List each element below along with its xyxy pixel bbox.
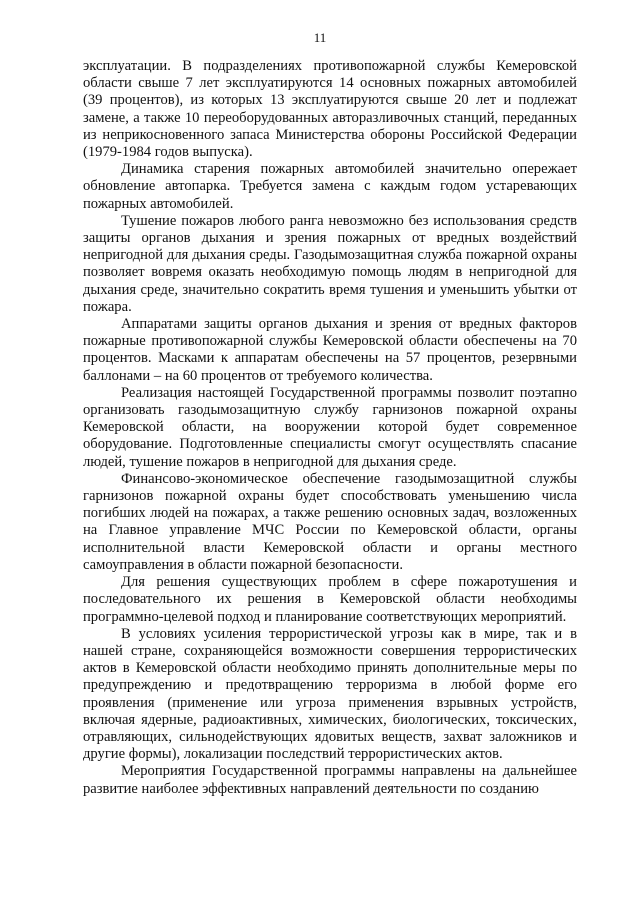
paragraph-2: Динамика старения пожарных автомобилей значительно опережает обновление автопарка. Требуется замена с каждым годом устаревающих пожарных автомобилей. [83,161,577,212]
page-number: 11 [313,30,327,45]
paragraph-1: эксплуатации. В подразделениях противопожарной службы Кемеровской области свыше 7 лет эксплуатируются 14 основных пожарных автомобилей (39 процентов), из которых 13 эксплуатируются свыше 20 лет и подлежат замене, а также 10 переоборудованных авторазливочных станций, переданных из неприкосновенного запаса Министерства обороны Российской Федерации (1979-1984 годов выпуска). [83,58,577,161]
paragraph-8: В условиях усиления террористической угрозы как в мире, так и в нашей стране, сохраняющейся возможности совершения террористических актов в Кемеровской области необходимо принять дополнительные меры по предупреждению и предотвращению терроризма в любой форме его проявления (применение или угроза применения взрывных устройств, включая ядерные, радиоактивных, химических, биологических, токсических, отравляющих, сильнодействующих ядовитых веществ, захват заложников и другие формы), локализации последствий террористических актов. [83,625,577,763]
paragraph-3: Тушение пожаров любого ранга невозможно без использования средств защиты органов дыхания и зрения пожарных от вредных воздействий непригодной для дыхания среды. Газодымозащитная служба пожарной охраны позволяет вовремя оказать необходимую помощь людям в непригодной для дыхания среде, значительно сократить время тушения и уменьшить убытки от пожара. [83,212,577,315]
paragraph-6: Финансово-экономическое обеспечение газодымозащитной службы гарнизонов пожарной охраны будет способствовать уменьшению числа погибших людей на пожарах, а также решению основных задач, возложенных на Главное управление МЧС России по Кемеровской области, органы исполнительной власти Кемеровской области и органы местного самоуправления в области пожарной безопасности. [83,470,577,573]
paragraph-5: Реализация настоящей Государственной программы позволит поэтапно организовать газодымозащитную службу гарнизонов пожарной охраны Кемеровской области, на вооружении которой будет современное оборудование. Подготовленные специалисты смогут осуществлять спасание людей, тушение пожаров в непригодной для дыхания среде. [83,384,577,470]
body-text [83,58,577,798]
paragraph-4: Аппаратами защиты органов дыхания и зрения от вредных факторов пожарные противопожарной службы Кемеровской области обеспечены на 70 процентов. Масками к аппаратам обеспечены на 57 процентов, резервными баллонами – на 60 процентов от требуемого количества. [83,316,577,384]
paragraph-7: Для решения существующих проблем в сфере пожаротушения и последовательного их решения в Кемеровской области необходимы программно-целевой подход и планирование соответствующих мероприятий. [83,574,577,625]
paragraph-9: Мероприятия Государственной программы направлены на дальнейшее развитие наиболее эффективных направлений деятельности по созданию [83,763,577,797]
